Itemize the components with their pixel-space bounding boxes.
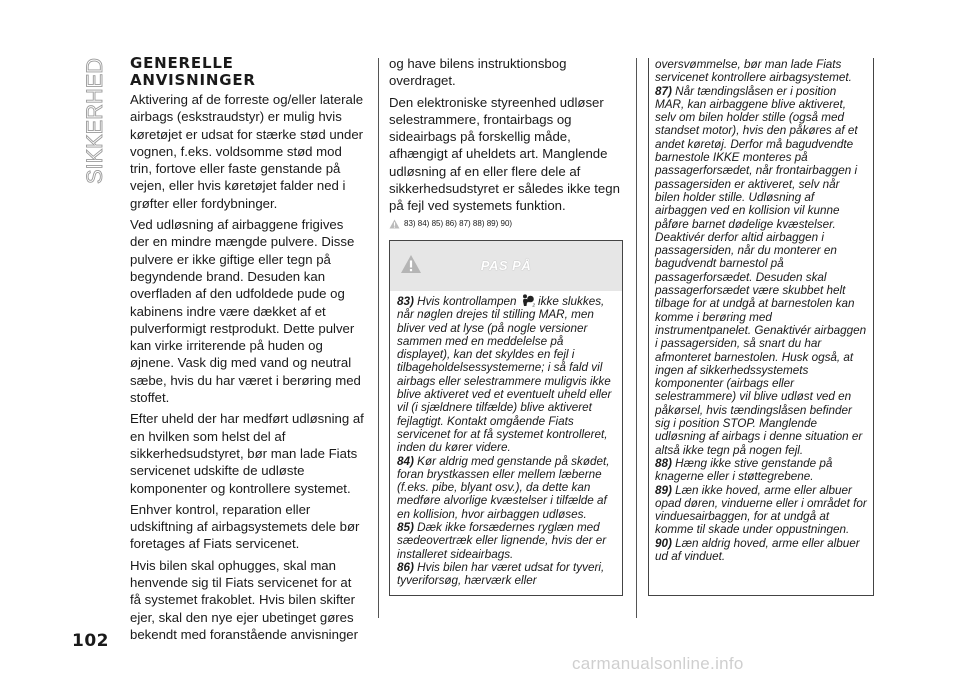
warning-note-continued: oversvømmelse, bør man lade Fiats servicenet kontrollere airbagsystemet. — [655, 58, 852, 85]
section-side-title — [80, 56, 110, 186]
note-text: Hvis kontrollampen — [417, 295, 517, 308]
note-number: 88) — [655, 456, 672, 470]
warning-note — [397, 455, 615, 521]
paragraph: Efter uheld der har medført udløsning af en hvilken som helst del af sikkerhedsudstyret, bør man lade Fiats servicenet udskifte de udløste komponenter og kontrollere systemet. — [130, 411, 364, 496]
warning-note — [397, 521, 615, 561]
note-text: Hvis bilen har været udsat for tyveri, tyveriforsøg, hærværk eller — [397, 560, 605, 588]
warning-box-continued — [648, 58, 874, 596]
note-text: Kør aldrig med genstande på skødet, foran brystkassen eller mellem læberne (f.eks. pibe, blyant osv.), da dette kan medføre alvorlige kvæstelser i tilfælde af en kollision, hvor airbaggen udløses. — [397, 454, 610, 521]
column-divider — [378, 58, 379, 618]
warning-header — [390, 241, 622, 291]
note-number: 86) — [397, 560, 414, 574]
note-text: Læn ikke hoved, arme eller albuer opad døren, vinduerne eller i området for vinduesairbaggen, for at undgå at komme til skade under oppustningen. — [655, 483, 867, 537]
warning-note — [655, 537, 867, 564]
section-side-title-text: SIKKERHED — [82, 56, 107, 184]
paragraph: Enhver kontrol, reparation eller udskiftning af airbagsystemets dele bør foretages af Fiats servicenet. — [130, 501, 360, 552]
warning-references — [389, 219, 623, 229]
warning-note — [397, 561, 615, 588]
paragraph: Aktivering af de forreste og/eller laterale airbags (eskstraudstyr) er mulig hvis køretøjet er udsat for stærke stød under vognen, f.eks. voldsomme stød mod trin, fortove eller faste genstande på vejen, eller hvis køretøjet falder ned i grøfter eller fordybninger. — [130, 92, 364, 211]
warning-triangle-icon — [389, 219, 400, 229]
warning-note — [655, 85, 867, 457]
heading-line-1: GENERELLE — [130, 54, 234, 72]
note-number: 83) — [397, 295, 414, 308]
reference-numbers: 83) 84) 85) 86) 87) 88) 89) 90) — [404, 219, 513, 229]
column-electronic-unit — [389, 55, 623, 229]
svg-text:2: 2 — [532, 302, 535, 307]
note-text: ikke slukkes, når nøglen drejes til stilling MAR, men bliver ved at lyse (på nogle versioner sammen med en meddelelse på displayet), kan det skyldes en fejl i tilbageholdelsessystemerne; i så fald vil airbags eller selestrammere muligvis ikke blive aktiveret ved et eventuelt uheld eller vil (i sjældnere tilfælde) blive aktiveret fejlagtigt. Kontakt omgående Fiats servicenet for at få systemet kontrolleret, inden du kører videre. — [397, 295, 612, 455]
warning-title: PAS PÅ — [480, 258, 532, 273]
paragraph: Ved udløsning af airbaggene frigives der en mindre mængde pulvere. Disse pulvere er ikke giftige eller tegn på begyndende brand. Desuden kan overfladen af den udfoldede pude og kabinens indre være dækket af et pulverformigt restprodukt. Dette pulver kan virke irriterende på huden og øjnene. Vask dig med vand og neutral sæbe, hvis du har været i berøring med stoffet. — [130, 217, 361, 406]
column-general-instructions — [130, 55, 366, 647]
paragraph: og have bilens instruktionsbog overdraget. — [389, 56, 567, 89]
note-text: Læn aldrig hoved, arme eller albuer ud af vinduet. — [655, 536, 860, 563]
warning-note — [655, 457, 867, 484]
paragraph: Den elektroniske styreenhed udløser selestrammere, frontairbags og sideairbags på forskellig måde, afhængigt af uheldets art. Manglende udløsning af en eller flere dele af sikkerhedsudstyret er således ikke tegn på fejl ved systemets funktion. — [389, 94, 620, 214]
watermark: carmanualsonline.info — [572, 654, 744, 673]
note-number: 85) — [397, 521, 414, 535]
note-text: Når tændingslåsen er i position MAR, kan airbaggene blive aktiveret, selv om bilen holder stille (også med standset motor), hvis den påkøres af et andet køretøj. Derfor må bagudvendte barnestole IKKE monteres på passagerforsædet, når frontairbaggen i passagersiden er aktiveret, selv når bilen holder stille. Udløsning af airbaggen ved en kollision vil kunne påføre barnet dødelige kvæstelser. Deaktivér derfor altid airbaggen i passagersiden, når du monterer en bagudvendt barnestol på passagerforsædet. Desuden skal passagerforsædet være skubbet helt tilbage for at undgå at barnestolen kan komme i berøring med instrumentpanelet. Genaktivér airbaggen i passagersiden, så snart du har afmonteret barnestolen. Husk også, at ingen af sikkerhedssystemets komponenter (airbags eller selestrammere) vil blive udløst ved en påkørsel, hvis tændingslåsen befinder sig i position STOP. Manglende udløsning af airbags i denne situation er altså ikke tegn på nogen fejl. — [655, 84, 867, 457]
note-number: 89) — [655, 483, 672, 497]
note-text: Dæk ikke forsædernes ryglæn med sædeovertræk eller lignende, hvis der er installeret sideairbags. — [397, 521, 607, 561]
column-divider — [636, 58, 637, 618]
airbag-warning-lamp-icon — [520, 294, 535, 307]
heading-line-2: ANVISNINGER — [130, 71, 256, 89]
note-text: Hæng ikke stive genstande på knagerne eller i støttegrebene. — [655, 456, 833, 484]
note-number: 90) — [655, 536, 672, 550]
section-heading — [130, 55, 366, 89]
page-number: 102 — [72, 631, 109, 651]
warning-box — [389, 240, 623, 596]
paragraph: Hvis bilen skal ophugges, skal man henvende sig til Fiats servicenet for at få systemet frakoblet. Hvis bilen skifter ejer, skal den nye ejer ubetinget gøres bekendt med foranstående anvisninger — [130, 557, 359, 642]
warning-note — [397, 294, 615, 455]
warning-notes — [390, 291, 622, 588]
note-number: 87) — [655, 84, 672, 98]
note-number: 84) — [397, 454, 414, 468]
warning-note — [655, 484, 867, 537]
